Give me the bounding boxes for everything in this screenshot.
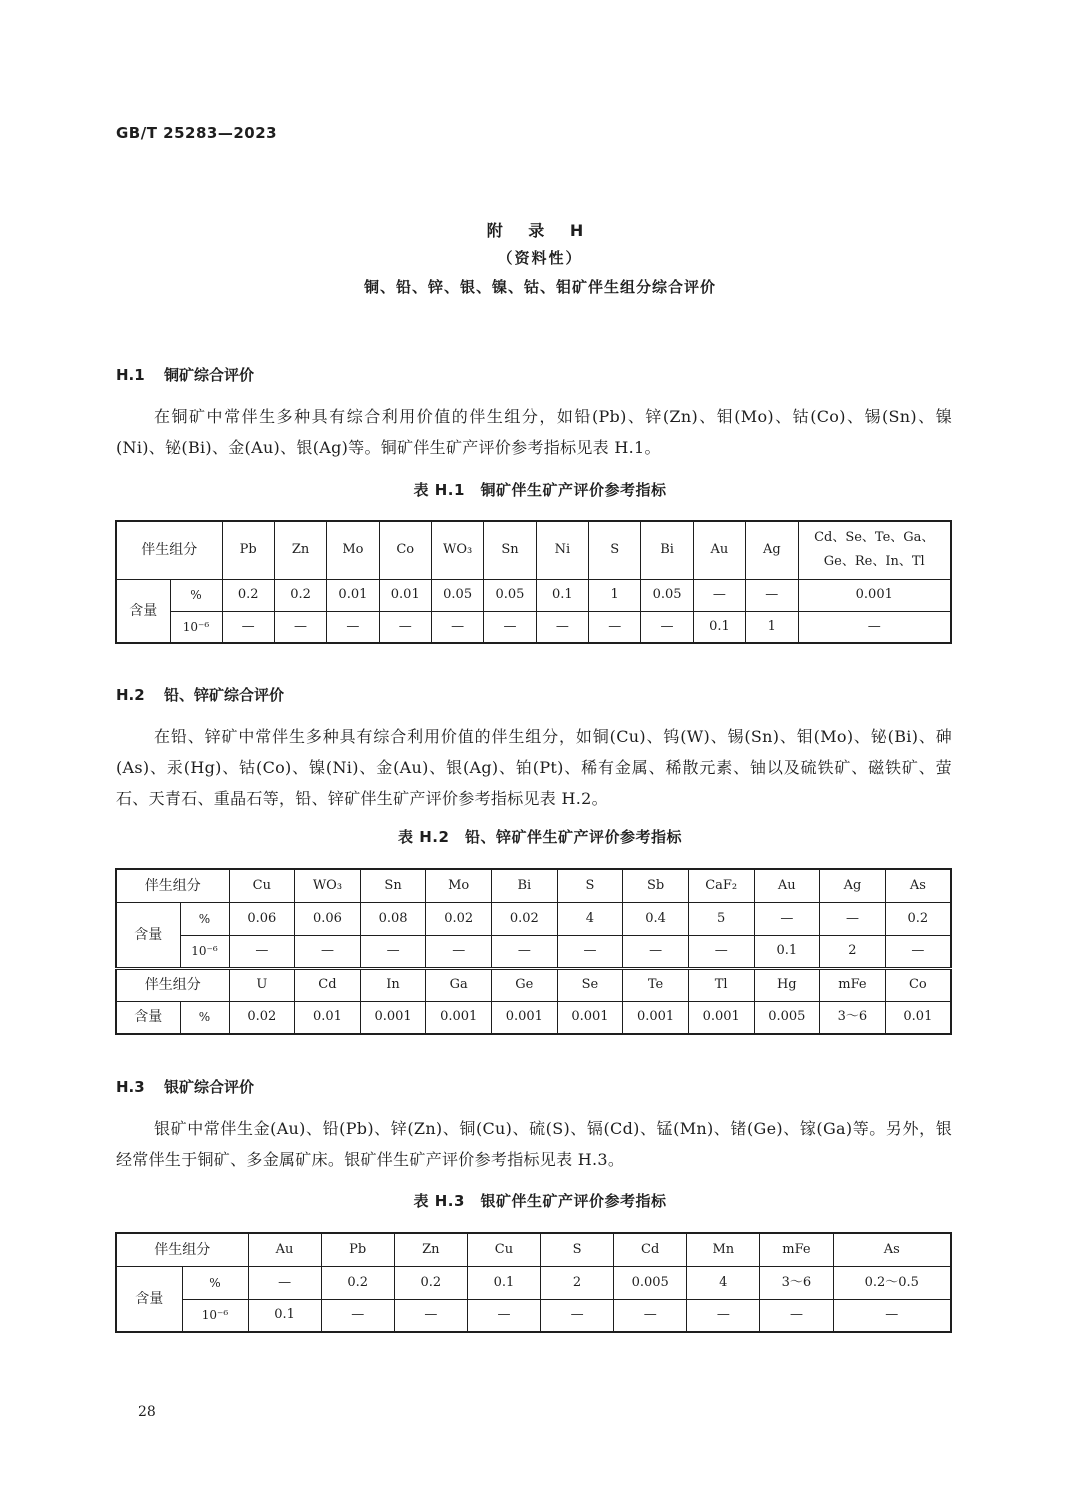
header-cell: WO₃: [431, 521, 483, 579]
value-cell: 3～6: [820, 1001, 886, 1034]
section-heading-h2: [116, 684, 284, 705]
value-cell: —: [248, 1266, 321, 1299]
header-cell: Au: [754, 869, 820, 902]
value-cell: 0.02: [492, 902, 558, 935]
component-label: 伴生组分: [116, 869, 229, 902]
appendix-name: 铜、铅、锌、银、镍、钴、钼矿伴生组分综合评价: [363, 278, 716, 296]
value-cell: 0.1: [467, 1266, 540, 1299]
section-heading-h3: [116, 1076, 254, 1097]
table-caption-h1: 表 H.1 铜矿伴生矿产评价参考指标: [413, 481, 667, 499]
appendix-nature: （资料性）: [497, 249, 583, 267]
header-cell: Cu: [467, 1233, 540, 1266]
unit-percent: %: [180, 902, 229, 935]
section-title: 银矿综合评价: [164, 1078, 255, 1096]
table-row: [116, 579, 951, 611]
table-row: [116, 611, 951, 643]
header-cell: Co: [379, 521, 431, 579]
header-cell: Ag: [820, 869, 886, 902]
section-title: 铜矿综合评价: [164, 366, 255, 384]
section-heading-h1: [116, 364, 254, 385]
value-cell: 0.1: [536, 579, 588, 611]
value-cell: —: [746, 579, 798, 611]
value-cell: 0.2: [321, 1266, 394, 1299]
content-label: 含量: [116, 579, 170, 643]
header-cell: As: [833, 1233, 951, 1266]
unit-percent: %: [170, 579, 222, 611]
value-cell: —: [484, 611, 536, 643]
value-cell: 0.001: [492, 1001, 558, 1034]
header-cell: Bi: [492, 869, 558, 902]
value-cell: —: [557, 935, 623, 968]
table-header-row: [116, 968, 951, 1001]
value-cell: —: [589, 611, 641, 643]
value-cell: 0.05: [641, 579, 693, 611]
value-cell: —: [295, 935, 361, 968]
value-cell: 0.2: [222, 579, 274, 611]
value-cell: 0.2: [885, 902, 951, 935]
value-cell: —: [321, 1299, 394, 1332]
value-cell: —: [687, 1299, 760, 1332]
table-h3: [115, 1232, 952, 1333]
header-cell: Mo: [327, 521, 379, 579]
table-row: [116, 902, 951, 935]
value-cell: 0.001: [426, 1001, 492, 1034]
value-cell: —: [833, 1299, 951, 1332]
value-cell: —: [492, 935, 558, 968]
value-cell: 0.001: [688, 1001, 754, 1034]
header-cell: Cd: [614, 1233, 687, 1266]
component-label: 伴生组分: [116, 968, 229, 1001]
header-cell: Se: [557, 968, 623, 1001]
value-cell: 0.001: [798, 579, 951, 611]
header-cell: Co: [885, 968, 951, 1001]
header-cell: Te: [623, 968, 689, 1001]
value-cell: 2: [820, 935, 886, 968]
value-cell: —: [274, 611, 326, 643]
value-cell: 0.02: [229, 1001, 295, 1034]
value-cell: 0.005: [754, 1001, 820, 1034]
section-number: H.2: [116, 686, 145, 704]
value-cell: 0.01: [327, 579, 379, 611]
header-cell: Ge: [492, 968, 558, 1001]
value-cell: 4: [557, 902, 623, 935]
value-cell: —: [688, 935, 754, 968]
table-row: [116, 935, 951, 968]
header-cell: Hg: [754, 968, 820, 1001]
table-h1: [115, 520, 952, 644]
header-cell: As: [885, 869, 951, 902]
component-label: 伴生组分: [116, 1233, 248, 1266]
value-cell: 0.01: [295, 1001, 361, 1034]
unit-percent: %: [180, 1001, 229, 1034]
value-cell: 0.4: [623, 902, 689, 935]
content-label: 含量: [116, 902, 180, 968]
value-cell: —: [623, 935, 689, 968]
header-cell: Pb: [321, 1233, 394, 1266]
value-cell: —: [426, 935, 492, 968]
table-caption-h2: 表 H.2 铅、锌矿伴生矿产评价参考指标: [398, 828, 682, 846]
appendix-title: 附 录 H: [486, 221, 594, 240]
value-cell: —: [467, 1299, 540, 1332]
header-cell: Sn: [360, 869, 426, 902]
value-cell: 0.01: [885, 1001, 951, 1034]
header-cell: Sn: [484, 521, 536, 579]
value-cell: 5: [688, 902, 754, 935]
value-cell: 1: [746, 611, 798, 643]
value-cell: 0.01: [379, 579, 431, 611]
component-label: 伴生组分: [116, 521, 222, 579]
value-cell: —: [754, 902, 820, 935]
header-cell: In: [360, 968, 426, 1001]
header-cell: Au: [693, 521, 745, 579]
value-cell: 0.001: [360, 1001, 426, 1034]
value-cell: 0.001: [623, 1001, 689, 1034]
table-row: [116, 1299, 951, 1332]
header-cell: Zn: [394, 1233, 467, 1266]
table-h2: [115, 868, 952, 1035]
header-cell: Ga: [426, 968, 492, 1001]
section-paragraph-h1: 在铜矿中常伴生多种具有综合利用价值的伴生组分，如铅(Pb)、锌(Zn)、钼(Mo)、钴(Co)、锡(Sn)、镍(Ni)、铋(Bi)、金(Au)、银(Ag)等。铜矿伴生矿产评价参考指标见表 H.1。: [116, 407, 952, 457]
header-cell: Zn: [274, 521, 326, 579]
section-number: H.1: [116, 366, 145, 384]
value-cell: 0.02: [426, 902, 492, 935]
header-cell: S: [589, 521, 641, 579]
unit-ppm: 10⁻⁶: [170, 611, 222, 643]
content-label: 含量: [116, 1266, 182, 1332]
page-number: 28: [138, 1404, 156, 1420]
value-cell: —: [327, 611, 379, 643]
header-cell: WO₃: [295, 869, 361, 902]
value-cell: 0.1: [754, 935, 820, 968]
header-cell: Sb: [623, 869, 689, 902]
value-cell: —: [229, 935, 295, 968]
value-cell: 0.05: [431, 579, 483, 611]
header-cell: Tl: [688, 968, 754, 1001]
value-cell: 0.06: [295, 902, 361, 935]
value-cell: 4: [687, 1266, 760, 1299]
value-cell: 2: [541, 1266, 614, 1299]
table-header-row: [116, 521, 951, 579]
value-cell: 0.1: [693, 611, 745, 643]
header-cell: Cd、Se、Te、Ga、Ge、Re、In、Tl: [798, 521, 951, 579]
standard-number: GB/T 25283—2023: [116, 124, 278, 142]
header-cell: Au: [248, 1233, 321, 1266]
value-cell: 0.2: [274, 579, 326, 611]
header-cell: Ni: [536, 521, 588, 579]
value-cell: —: [885, 935, 951, 968]
value-cell: 0.2～0.5: [833, 1266, 951, 1299]
value-cell: 0.08: [360, 902, 426, 935]
value-cell: —: [541, 1299, 614, 1332]
table-row: [116, 1266, 951, 1299]
value-cell: —: [360, 935, 426, 968]
table-caption-h3: 表 H.3 银矿伴生矿产评价参考指标: [413, 1192, 667, 1210]
value-cell: —: [798, 611, 951, 643]
value-cell: —: [820, 902, 886, 935]
unit-ppm: 10⁻⁶: [180, 935, 229, 968]
header-cell: CaF₂: [688, 869, 754, 902]
value-cell: —: [379, 611, 431, 643]
value-cell: 0.05: [484, 579, 536, 611]
value-cell: —: [431, 611, 483, 643]
value-cell: 1: [589, 579, 641, 611]
header-cell: Mo: [426, 869, 492, 902]
value-cell: 0.005: [614, 1266, 687, 1299]
value-cell: —: [394, 1299, 467, 1332]
section-paragraph-h2: 在铅、锌矿中常伴生多种具有综合利用价值的伴生组分，如铜(Cu)、钨(W)、锡(Sn)、钼(Mo)、铋(Bi)、砷(As)、汞(Hg)、钴(Co)、镍(Ni)、金(Au)、银(Ag)、铂(Pt)、稀有金属、稀散元素、铀以及硫铁矿、磁铁矿、萤石、天青石、重晶石等，铅、锌矿伴生矿产评价参考指标见表 H.2。: [116, 727, 952, 808]
table-header-row: [116, 869, 951, 902]
value-cell: —: [760, 1299, 833, 1332]
value-cell: 0.06: [229, 902, 295, 935]
unit-percent: %: [182, 1266, 248, 1299]
header-cell: U: [229, 968, 295, 1001]
value-cell: —: [641, 611, 693, 643]
header-cell: Cu: [229, 869, 295, 902]
content-label: 含量: [116, 1001, 180, 1034]
header-cell: Bi: [641, 521, 693, 579]
value-cell: 0.001: [557, 1001, 623, 1034]
value-cell: —: [536, 611, 588, 643]
unit-ppm: 10⁻⁶: [182, 1299, 248, 1332]
header-cell: S: [541, 1233, 614, 1266]
value-cell: —: [693, 579, 745, 611]
header-cell: Cd: [295, 968, 361, 1001]
header-cell: S: [557, 869, 623, 902]
value-cell: 0.1: [248, 1299, 321, 1332]
section-title: 铅、锌矿综合评价: [164, 686, 285, 704]
section-paragraph-h3: 银矿中常伴生金(Au)、铅(Pb)、锌(Zn)、铜(Cu)、硫(S)、镉(Cd)、锰(Mn)、锗(Ge)、镓(Ga)等。另外，银经常伴生于铜矿、多金属矿床。银矿伴生矿产评价参考指标见表 H.3。: [116, 1119, 952, 1169]
value-cell: 3～6: [760, 1266, 833, 1299]
table-row: [116, 1001, 951, 1034]
header-cell: mFe: [820, 968, 886, 1001]
value-cell: —: [614, 1299, 687, 1332]
header-cell: Mn: [687, 1233, 760, 1266]
value-cell: 0.2: [394, 1266, 467, 1299]
header-cell: Pb: [222, 521, 274, 579]
header-cell: mFe: [760, 1233, 833, 1266]
value-cell: —: [222, 611, 274, 643]
table-header-row: [116, 1233, 951, 1266]
header-cell: Ag: [746, 521, 798, 579]
section-number: H.3: [116, 1078, 145, 1096]
